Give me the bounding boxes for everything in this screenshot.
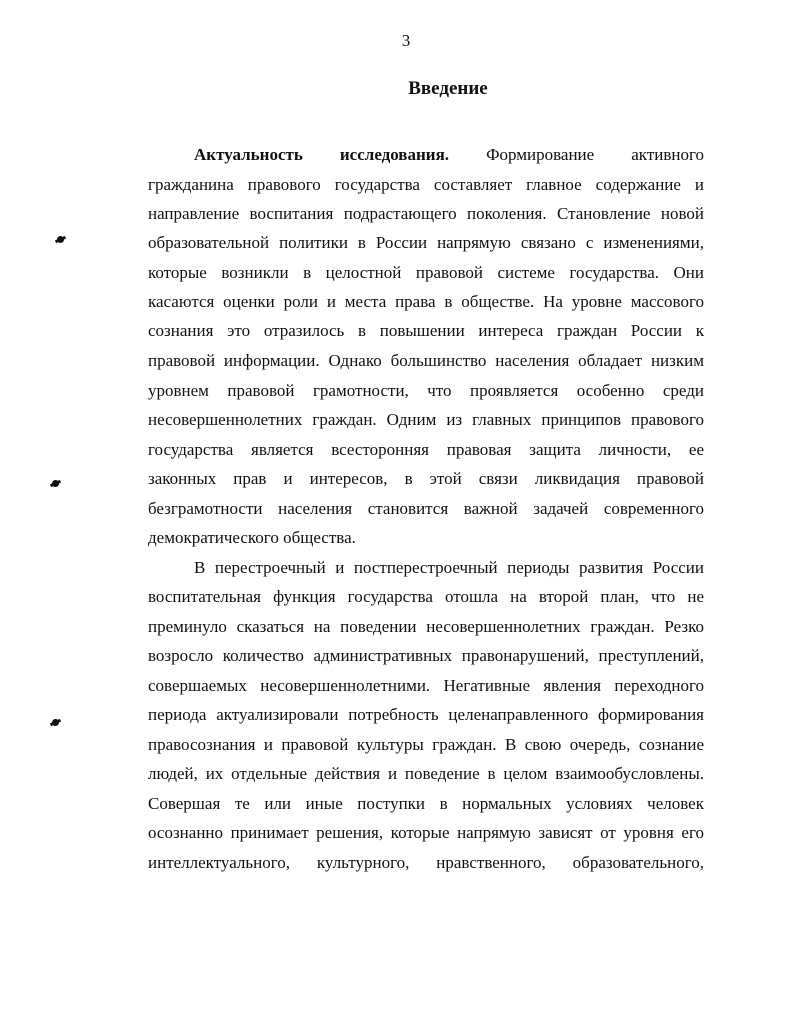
text-line: воспитательная функция государства отошла на второй план, что не bbox=[148, 587, 704, 606]
page-number: 3 bbox=[401, 31, 411, 50]
text-line: уровнем правовой грамотности, что проявляется особенно среди bbox=[148, 381, 704, 400]
text-line: которые возникли в целостной правовой системе государства. Они bbox=[148, 263, 704, 282]
text-line: интеллектуального, культурного, нравственного, образовательного, bbox=[148, 853, 704, 872]
text-line: касаются оценки роли и места права в обществе. На уровне массового bbox=[148, 292, 704, 311]
lead-word: Формирование bbox=[486, 145, 595, 164]
text-line: направление воспитания подрастающего поколения. Становление новой bbox=[148, 204, 704, 223]
text-line: Совершая те или иные поступки в нормальных условиях человек bbox=[148, 794, 704, 813]
text-line: осознанно принимает решения, которые напрямую зависят от уровня его bbox=[148, 823, 704, 842]
text-line: периода актуализировали потребность целенаправленного формирования bbox=[148, 705, 704, 724]
page-title: Введение bbox=[408, 78, 488, 99]
text-line: правовой информации. Однако большинство населения обладает низким bbox=[148, 351, 704, 370]
text-line: возросло количество административных правонарушений, преступлений, bbox=[148, 646, 704, 665]
text-line bbox=[194, 143, 704, 167]
margin-mark-3 bbox=[52, 719, 59, 726]
lead-word: активного bbox=[631, 145, 705, 164]
text-line: преминуло сказаться на поведении несовершеннолетних граждан. Резко bbox=[148, 617, 704, 636]
text-line: демократического общества. bbox=[148, 528, 356, 547]
lead-bold-word: исследования. bbox=[339, 145, 450, 164]
text-line: безграмотности населения становится важной задачей современного bbox=[148, 499, 704, 518]
text-line: законных прав и интересов, в этой связи ликвидация правовой bbox=[148, 469, 704, 488]
text-line: государства является всесторонняя правовая защита личности, ее bbox=[148, 440, 704, 459]
text-line: гражданина правового государства составляет главное содержание и bbox=[148, 175, 704, 194]
text-line: совершаемых несовершеннолетними. Негативные явления переходного bbox=[148, 676, 704, 695]
lead-bold-word: Актуальность bbox=[194, 145, 303, 164]
text-line: людей, их отдельные действия и поведение в целом взаимообусловлены. bbox=[148, 764, 704, 783]
text-line: правосознания и правовой культуры граждан. В свою очередь, сознание bbox=[148, 735, 704, 754]
text-line: образовательной политики в России напрямую связано с изменениями, bbox=[148, 233, 704, 252]
margin-mark-1 bbox=[57, 236, 64, 243]
text-line: несовершеннолетних граждан. Одним из главных принципов правового bbox=[148, 410, 704, 429]
text-line: В перестроечный и постперестроечный периоды развития России bbox=[194, 558, 704, 577]
text-line: сознания это отразилось в повышении интереса граждан России к bbox=[148, 321, 704, 340]
margin-mark-2 bbox=[52, 480, 59, 487]
